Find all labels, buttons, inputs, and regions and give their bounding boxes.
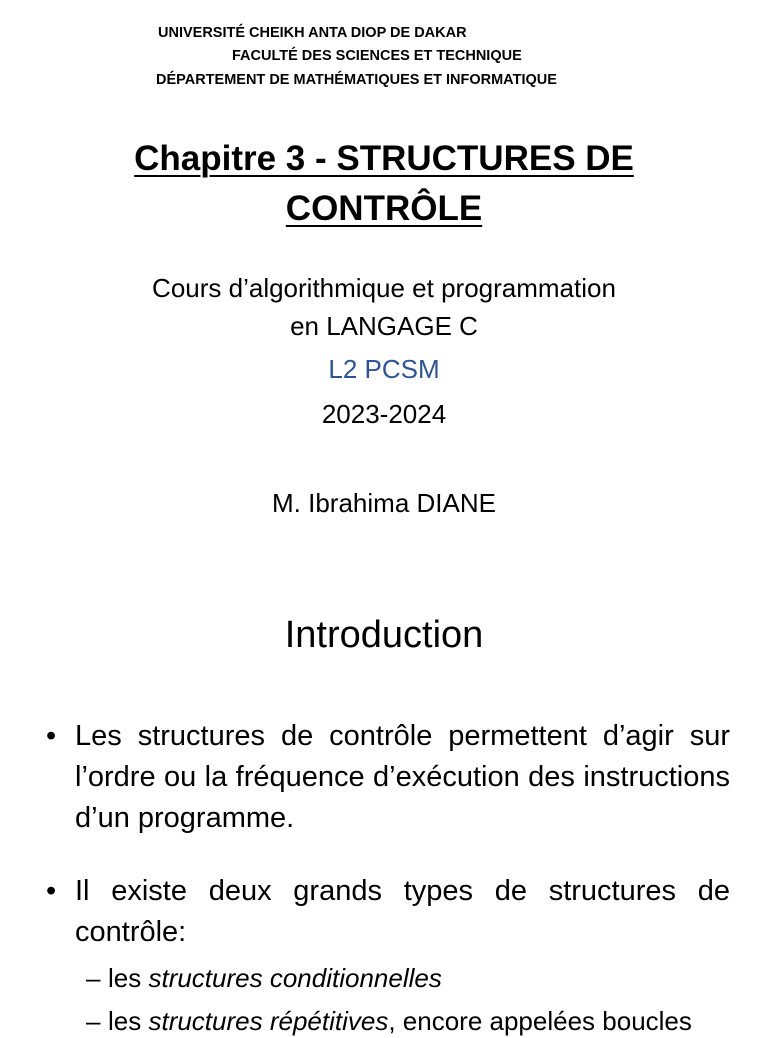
chapter-title: Chapitre 3 - STRUCTURES DE CONTRÔLE xyxy=(134,139,634,228)
course-name: Cours d’algorithmique et programmation xyxy=(152,273,616,303)
faculty-name: FACULTÉ DES SCIENCES ET TECHNIQUE xyxy=(232,48,522,64)
sub-item-emphasis: structures conditionnelles xyxy=(148,963,442,993)
bullet-text: Il existe deux grands types de structures de contrôle: xyxy=(75,875,730,948)
sub-item xyxy=(86,1004,746,1038)
bullet-text: Les structures de contrôle permettent d’agir sur l’ordre ou la fréquence d’exécution des instructions d’un programme. xyxy=(75,720,730,834)
sub-item-suffix: , encore appelées boucles xyxy=(388,1006,692,1036)
author-name: M. Ibrahima DIANE xyxy=(272,488,496,518)
bullet-icon: • xyxy=(46,875,57,907)
academic-year: 2023-2024 xyxy=(321,399,447,429)
department-name: DÉPARTEMENT DE MATHÉMATIQUES ET INFORMATIQUE xyxy=(156,72,557,88)
sub-item-prefix: les xyxy=(108,1006,149,1036)
university-name: UNIVERSITÉ CHEIKH ANTA DIOP DE DAKAR xyxy=(158,25,467,41)
course-language: en LANGAGE C xyxy=(290,311,478,341)
dash-icon: – xyxy=(86,963,101,993)
sub-item xyxy=(86,961,746,995)
bullet-icon: • xyxy=(46,720,57,752)
dash-icon: – xyxy=(86,1006,101,1036)
sub-item-emphasis: structures répétitives xyxy=(148,1006,389,1036)
bullet-item xyxy=(46,871,730,953)
course-level: L2 PCSM xyxy=(328,354,440,384)
sub-item-prefix: les xyxy=(108,963,149,993)
section-heading: Introduction xyxy=(284,614,484,656)
bullet-item xyxy=(46,716,730,839)
